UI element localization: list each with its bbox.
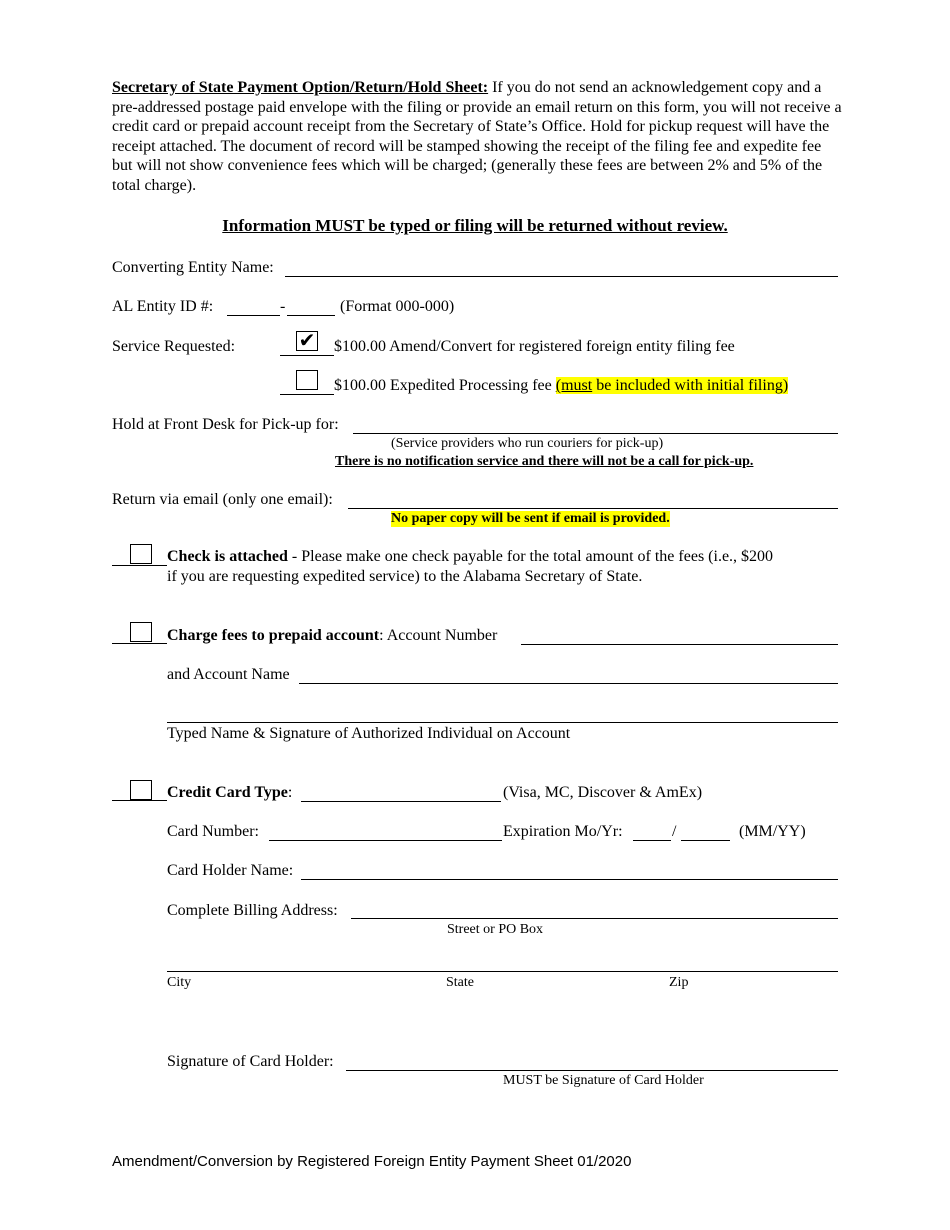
typed-notice: Information MUST be typed or filing will be returned without review.	[222, 216, 728, 235]
converting-entity-label: Converting Entity Name:	[112, 259, 274, 276]
hold-label: Hold at Front Desk for Pick-up for:	[112, 416, 339, 433]
highlight-rest: be included with initial filing)	[592, 377, 789, 394]
footer-text: Amendment/Conversion by Registered Foreign Entity Payment Sheet 01/2020	[112, 1153, 632, 1170]
intro-title: Secretary of State Payment Option/Return/Hold Sheet:	[112, 79, 489, 96]
card-holder-field[interactable]	[301, 879, 838, 880]
check-checkbox[interactable]	[130, 544, 152, 564]
credit-card-line	[112, 800, 167, 801]
email-field[interactable]	[348, 508, 838, 509]
intro-paragraph	[112, 78, 842, 196]
card-holder-signature-label: Signature of Card Holder:	[167, 1053, 334, 1070]
card-number-field[interactable]	[269, 840, 502, 841]
expiration-slash: /	[672, 823, 677, 840]
entity-id-format: (Format 000-000)	[340, 298, 455, 315]
prepaid-label: Charge fees to prepaid account: Account Number	[167, 627, 498, 644]
check-text-2: if you are requesting expedited service) to the Alabama Secretary of State.	[167, 568, 643, 585]
billing-city-state-zip-field[interactable]	[167, 971, 838, 972]
service-option2-line	[280, 394, 334, 395]
service-label: Service Requested:	[112, 338, 236, 355]
check-line	[112, 565, 167, 566]
hold-note: (Service providers who run couriers for pick-up)	[391, 436, 664, 451]
email-note: No paper copy will be sent if email is provided.	[391, 511, 670, 526]
authorized-signature-label: Typed Name & Signature of Authorized Individual on Account	[167, 725, 571, 742]
account-name-field[interactable]	[299, 683, 838, 684]
card-holder-label: Card Holder Name:	[167, 862, 294, 879]
check-text-1: Check is attached - Please make one check payable for the total amount of the fees (i.e., $200	[167, 548, 774, 565]
card-holder-signature-field[interactable]	[346, 1070, 838, 1071]
entity-id-part2-field[interactable]	[287, 315, 335, 316]
entity-id-part1-field[interactable]	[227, 315, 280, 316]
card-type-field[interactable]	[301, 801, 501, 802]
service-option1-line	[280, 355, 334, 356]
highlight-must: (must	[555, 377, 593, 394]
hold-field[interactable]	[353, 433, 838, 434]
entity-id-dash: -	[280, 298, 286, 315]
hold-warning: There is no notification service and there will not be a call for pick-up.	[335, 454, 754, 469]
expiration-year-field[interactable]	[681, 840, 730, 841]
converting-entity-field[interactable]	[285, 276, 838, 277]
zip-caption: Zip	[669, 975, 689, 990]
credit-card-checkbox[interactable]	[130, 780, 152, 800]
billing-street-field[interactable]	[351, 918, 838, 919]
state-caption: State	[446, 975, 474, 990]
expiration-label: Expiration Mo/Yr:	[503, 823, 623, 840]
email-label: Return via email (only one email):	[112, 491, 333, 508]
expiration-format: (MM/YY)	[739, 823, 806, 840]
street-caption: Street or PO Box	[447, 922, 544, 937]
prepaid-checkbox[interactable]	[130, 622, 152, 642]
billing-address-label: Complete Billing Address:	[167, 902, 338, 919]
card-type-label: Credit Card Type:	[167, 784, 293, 801]
service-option2-text: $100.00 Expedited Processing fee (must be included with initial filing)	[334, 377, 789, 394]
intro-body: If you do not send an acknowledgement copy and a pre-addressed postage paid envelope with the filing or provide an email return on this form, you will not receive a credit card or prepaid account receipt from the Secretary of State’s Office. Hold for pickup request will have the receipt attached. The document of record will be stamped showing the receipt of the filing fee and expedite fee but will not show convenience fees which will be charged; (generally these fees are between 2% and 5% of the total charge).	[112, 79, 842, 194]
service-option1-checkbox[interactable]: ✔	[296, 331, 318, 351]
card-types-note: (Visa, MC, Discover & AmEx)	[503, 784, 703, 801]
card-number-label: Card Number:	[167, 823, 259, 840]
prepaid-line	[112, 643, 167, 644]
account-number-field[interactable]	[521, 644, 838, 645]
expiration-month-field[interactable]	[633, 840, 671, 841]
service-option1-text: $100.00 Amend/Convert for registered foreign entity filing fee	[334, 338, 735, 355]
account-name-label: and Account Name	[167, 666, 290, 683]
service-option2-checkbox[interactable]	[296, 370, 318, 390]
city-caption: City	[167, 975, 192, 990]
card-holder-signature-note: MUST be Signature of Card Holder	[503, 1073, 704, 1088]
authorized-signature-field[interactable]	[167, 722, 838, 723]
entity-id-label: AL Entity ID #:	[112, 298, 214, 315]
